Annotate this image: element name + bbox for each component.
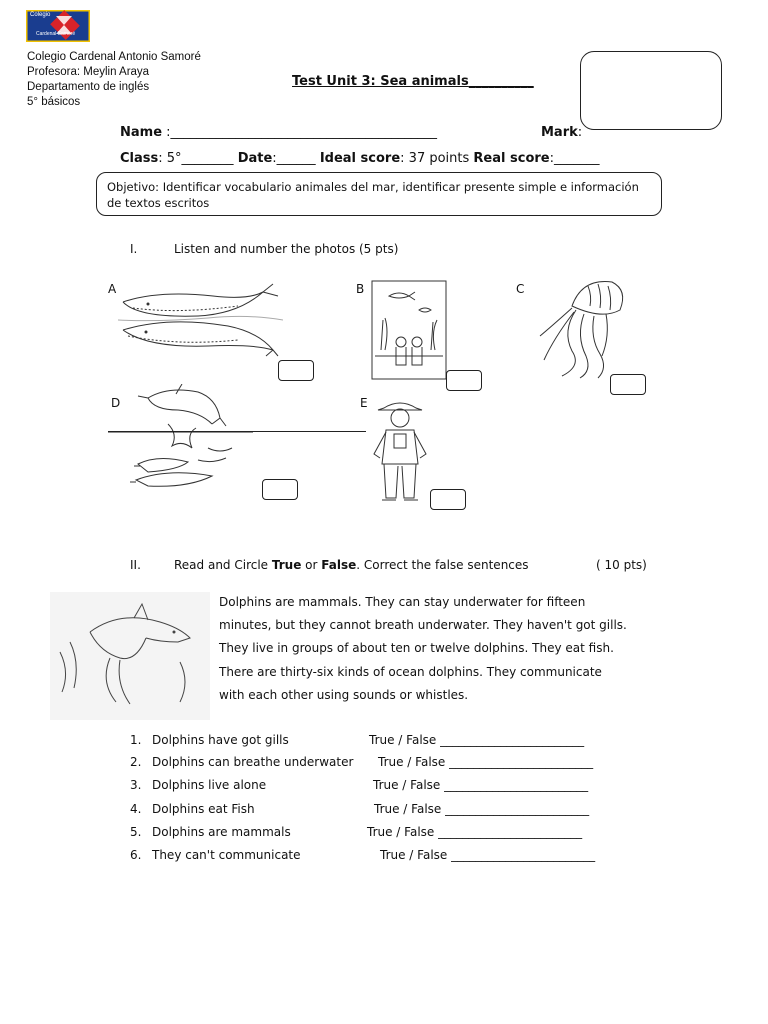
ideal-score-value: : 37 points <box>400 151 470 166</box>
paragraph-line: There are thirty-six kinds of ocean dolphins. They communicate <box>219 664 602 679</box>
ideal-score-label: Ideal score <box>319 151 401 166</box>
name-label: Name <box>120 125 163 140</box>
date-field[interactable]: :______ <box>272 151 316 166</box>
tf-item-6-num: 6. <box>130 848 142 862</box>
mark-row <box>541 125 582 140</box>
tf-item-5-answer[interactable]: True / False ________________________ <box>367 825 583 839</box>
objective-box <box>96 172 662 216</box>
school-name: Colegio Cardenal Antonio Samoré <box>27 51 201 63</box>
objective-text: Objetivo: Identificar vocabulario animales del mar, identificar presente simple e información de textos escritos <box>107 180 639 210</box>
paragraph-line: Dolphins are mammals. They can stay underwater for fifteen <box>219 595 586 609</box>
paragraph-line: They live in groups of about ten or twelve dolphins. They eat fish. <box>219 641 614 656</box>
paragraph-line: with each other using sounds or whistles. <box>219 687 469 702</box>
answer-box-d[interactable] <box>262 479 298 500</box>
department: Departamento de inglés <box>27 81 150 93</box>
answer-box-a[interactable] <box>278 360 314 381</box>
mark-colon: : <box>577 125 583 140</box>
photo-letter-c: C <box>516 282 525 296</box>
tf-item-3-num: 3. <box>130 778 142 792</box>
section1-instruction: Listen and number the photos (5 pts) <box>174 242 399 256</box>
dolphins-image <box>108 384 253 498</box>
photo-letter-d: D <box>111 396 121 410</box>
answer-box-c[interactable] <box>610 374 646 395</box>
section2-instruction <box>174 558 529 572</box>
grade: 5° básicos <box>27 96 81 108</box>
mark-label: Mark <box>541 125 578 140</box>
class-row <box>120 151 600 166</box>
false-word: False <box>321 558 357 572</box>
paragraph-line: minutes, but they cannot breath underwater. They haven't got gills. <box>219 618 627 633</box>
section2-instruction-post: . Correct the false sentences <box>356 558 529 572</box>
tf-item-6-answer[interactable]: True / False ________________________ <box>380 848 596 862</box>
section2-points: ( 10 pts) <box>596 558 647 572</box>
test-title <box>292 74 534 89</box>
dolphin-reading-image <box>50 592 210 720</box>
section2-instruction-pre: Read and Circle <box>174 558 272 572</box>
logo-text-top: Colegio <box>30 12 51 18</box>
real-score-label: Real score <box>473 151 550 166</box>
tf-item-1-answer[interactable]: True / False ________________________ <box>369 733 585 747</box>
photo-letter-e: E <box>360 396 368 410</box>
school-logo <box>26 10 90 42</box>
class-label: Class <box>120 151 159 166</box>
tf-item-4-num: 4. <box>130 802 142 816</box>
tf-item-2-answer[interactable]: True / False ________________________ <box>378 755 594 769</box>
date-label: Date <box>237 151 273 166</box>
teacher-name: Profesora: Meylin Araya <box>27 66 150 78</box>
tf-item-2-num: 2. <box>130 755 142 769</box>
test-title-blank: __________ <box>468 74 534 89</box>
reading-paragraph <box>219 591 679 707</box>
section1-numeral: I. <box>130 242 138 256</box>
school-info <box>27 50 201 110</box>
tf-item-2-text: Dolphins can breathe underwater <box>152 755 354 769</box>
tf-item-1-num: 1. <box>130 733 142 747</box>
real-score-field[interactable]: :_______ <box>549 151 600 166</box>
tf-item-1-text: Dolphins have got gills <box>152 733 289 747</box>
class-field[interactable]: : 5°________ <box>158 151 234 166</box>
answer-box-b[interactable] <box>446 370 482 391</box>
tf-item-4-answer[interactable]: True / False ________________________ <box>374 802 590 816</box>
logo-text-bottom: Cardenal Samoré <box>36 31 76 37</box>
test-title-text: Test Unit 3: Sea animals <box>292 74 469 89</box>
zookeeper-image <box>370 398 430 506</box>
tf-item-5-text: Dolphins are mammals <box>152 825 291 839</box>
section2-numeral: II. <box>130 558 141 572</box>
tf-item-6-text: They can't communicate <box>152 848 301 862</box>
mark-box[interactable] <box>580 51 722 130</box>
photo-letter-a: A <box>108 282 117 296</box>
divider-line-d <box>108 431 366 432</box>
whales-image <box>118 280 283 360</box>
name-field[interactable]: :_________________________________________ <box>166 125 438 140</box>
tf-item-4-text: Dolphins eat Fish <box>152 802 255 816</box>
tf-item-3-text: Dolphins live alone <box>152 778 267 792</box>
name-row <box>120 125 437 140</box>
or-word: or <box>301 558 322 572</box>
tf-item-3-answer[interactable]: True / False ________________________ <box>373 778 589 792</box>
jellyfish-image <box>532 276 632 380</box>
true-word: True <box>271 558 302 572</box>
photo-letter-b: B <box>356 282 365 296</box>
aquarium-image <box>371 280 447 380</box>
answer-box-e[interactable] <box>430 489 466 510</box>
tf-item-5-num: 5. <box>130 825 142 839</box>
